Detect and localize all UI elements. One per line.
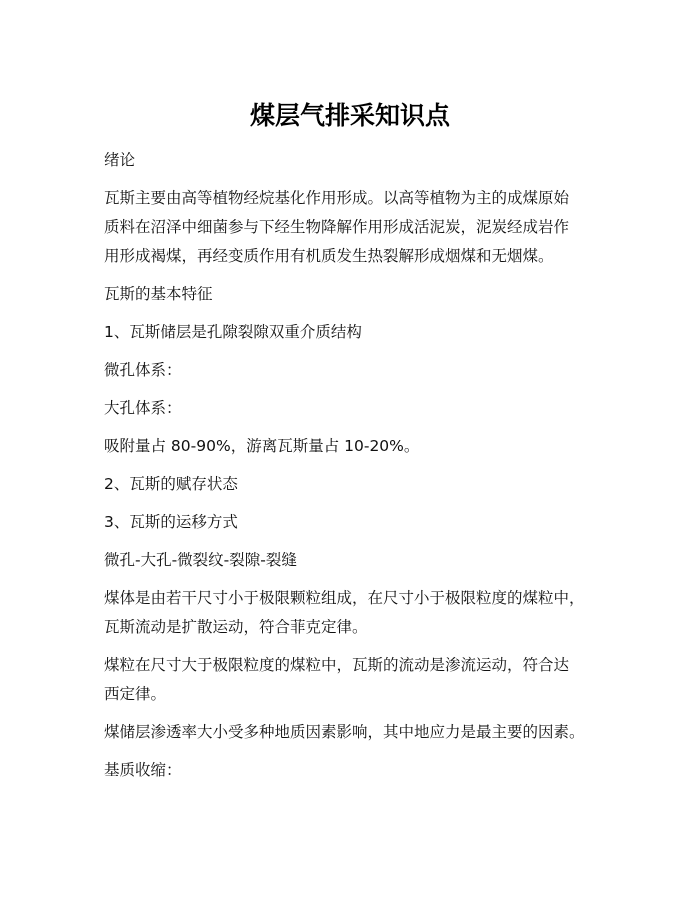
paragraph-matrix-shrinkage: 基质收缩： (104, 761, 182, 779)
paragraph-permeability: 煤储层渗透率大小受多种地质因素影响，其中地应力是最主要的因素。 (104, 723, 585, 741)
paragraph-adsorption-ratio: 吸附量占 80-90%，游离瓦斯量占 10-20%。 (104, 437, 420, 455)
paragraph-migration-mode: 3、瓦斯的运移方式 (104, 513, 238, 531)
document-body (104, 146, 624, 785)
paragraph-seepage: 煤粒在尺寸大于极限粒度的煤粒中，瓦斯的流动是渗流运动，符合达 西定律。 (104, 656, 570, 703)
paragraph-intro-heading: 绪论 (104, 151, 136, 169)
paragraph-migration-path: 微孔-大孔-微裂纹-裂隙-裂缝 (104, 551, 297, 569)
paragraph-gas-formation: 瓦斯主要由高等植物经烷基化作用形成。以高等植物为主的成煤原始 质料在沼泽中细菌参与下经生物降解作用形成活泥炭，泥炭经成岩作 用形成褐煤，再经变质作用有机质发生热裂解形成烟煤和无烟煤。 (104, 189, 570, 265)
paragraph-reservoir-structure: 1、瓦斯储层是孔隙裂隙双重介质结构 (104, 323, 362, 341)
paragraph-gas-features-heading: 瓦斯的基本特征 (104, 285, 213, 303)
paragraph-micropore-system: 微孔体系： (104, 361, 182, 379)
paragraph-occurrence-state: 2、瓦斯的赋存状态 (104, 475, 238, 493)
paragraph-macropore-system: 大孔体系： (104, 399, 182, 417)
document-title: 煤层气排采知识点 (249, 101, 450, 130)
paragraph-diffusion: 煤体是由若干尺寸小于极限颗粒组成，在尺寸小于极限粒度的煤粒中， 瓦斯流动是扩散运动，符合菲克定律。 (104, 589, 585, 636)
